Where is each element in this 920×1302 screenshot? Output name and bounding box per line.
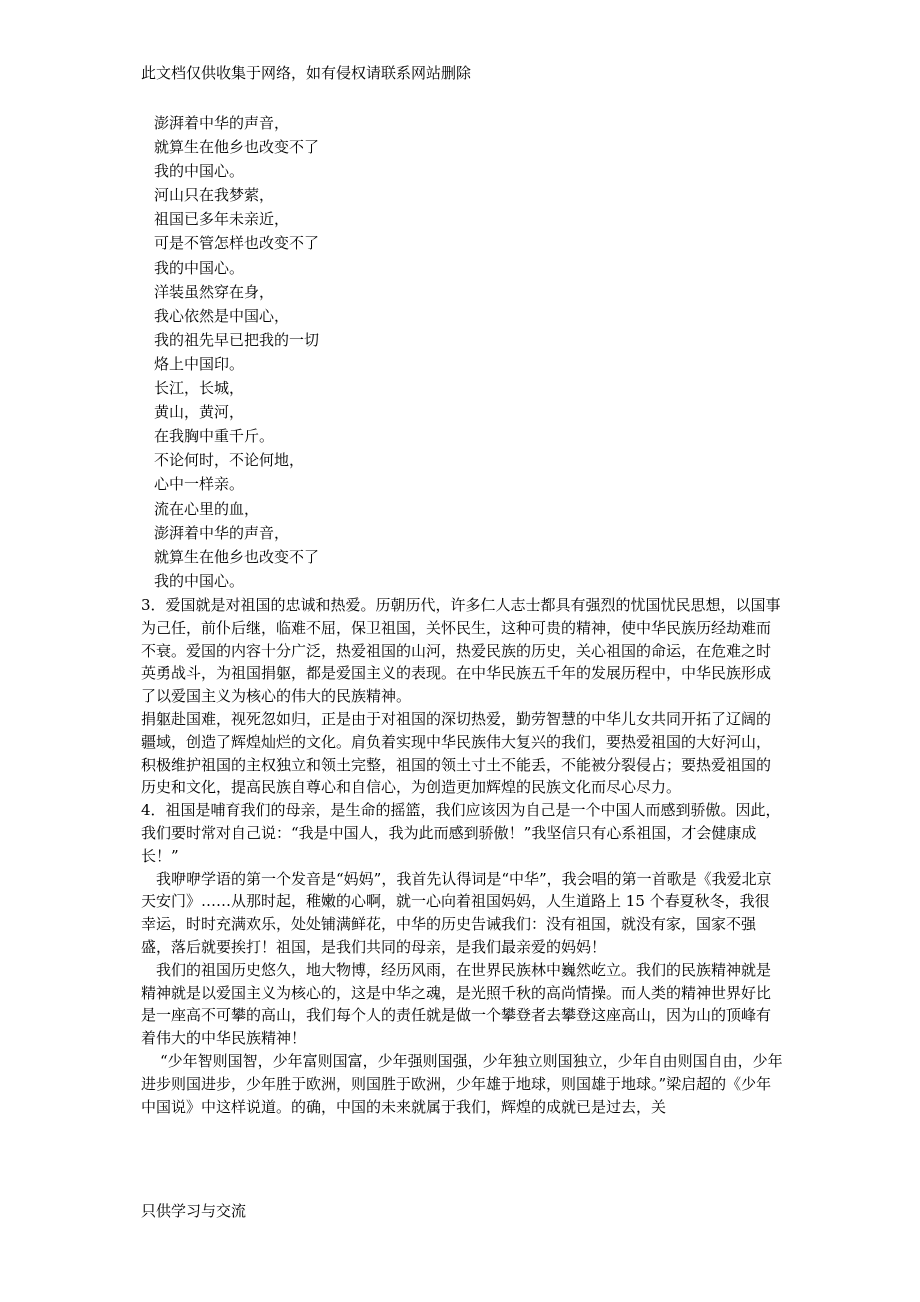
body-text (141, 594, 783, 1118)
poem-line: 澎湃着中华的声音， (154, 523, 290, 542)
page-header: 此文档仅供收集于网络，如有侵权请联系网站删除 (141, 64, 472, 82)
paragraph-first-words: 我咿咿学语的第一个发音是“妈妈”，我首先认得词是“中华”，我会唱的第一首歌是《我爱北京天安门》……从那时起，稚嫩的心啊，就一心向着祖国妈妈，人生道路上 15 个春夏秋冬，我很幸运，时时充满欢乐，处处铺满鲜花，中华的历史告诫我们：没有祖国，就没有家，国家不强盛，落后就要挨打！祖国，是我们共同的母亲，是我们最亲爱的妈妈！ (141, 869, 772, 956)
paragraph-3: 3．爱国就是对祖国的忠诚和热爱。历朝历代，许多仁人志士都具有强烈的忧国忧民思想，以国事为己任，前仆后继，临难不屈，保卫祖国，关怀民生，这种可贵的精神，使中华民族历经劫难而不衰。爱国的内容十分广泛，热爱祖国的山河，热爱民族的历史，关心祖国的命运，在危难之时英勇战斗，为祖国捐躯，都是爱国主义的表现。在中华民族五千年的发展历程中，中华民族形成了以爱国主义为核心的伟大的民族精神。 (141, 596, 781, 706)
poem-line: 我心依然是中国心， (154, 306, 290, 325)
poem-line: 就算生在他乡也改变不了 (154, 138, 320, 157)
poem-line: 就算生在他乡也改变不了 (154, 547, 320, 566)
poem-line: 不论何时，不论何地， (154, 451, 305, 470)
poem-line: 长江，长城， (154, 379, 245, 398)
poem-line: 心中一样亲。 (154, 475, 245, 494)
poem-line: 烙上中国印。 (154, 354, 245, 373)
paragraph-young-china: “少年智则国智，少年富则国富，少年强则国强，少年独立则国独立，少年自由则国自由，少年进步则国进步，少年胜于欧洲，则国胜于欧洲，少年雄于地球，则国雄于地球。”梁启超的《少年中国说》中这样说道。的确，中国的未来就属于我们，辉煌的成就已是过去，关 (141, 1051, 783, 1116)
paragraph-national-spirit: 我们的祖国历史悠久，地大物博，经历风雨，在世界民族林中巍然屹立。我们的民族精神就是精神就是以爱国主义为核心的，这是中华之魂，是光照千秋的高尚情操。而人类的精神世界好比是一座高不可攀的高山，我们每个人的责任就是做一个攀登者去攀登这座高山，因为山的顶峰有着伟大的中华民族精神！ (141, 960, 772, 1048)
poem-line: 洋装虽然穿在身， (154, 282, 275, 301)
poem-line: 在我胸中重千斤。 (154, 427, 275, 446)
poem-line: 河山只在我梦萦， (154, 186, 275, 205)
poem-line: 我的中国心。 (154, 571, 245, 590)
poem-line: 黄山，黄河， (154, 403, 245, 422)
poem-line: 我的祖先早已把我的一切 (154, 330, 320, 349)
poem-line: 祖国已多年未亲近， (154, 210, 290, 229)
poem-line: 我的中国心。 (154, 258, 245, 277)
poem-line: 可是不管怎样也改变不了 (154, 234, 320, 253)
poem-line: 流在心里的血， (154, 499, 260, 518)
poem-block (154, 111, 319, 593)
paragraph-4: 4．祖国是哺育我们的母亲，是生命的摇篮，我们应该因为自己是一个中国人而感到骄傲。因此，我们要时常对自己说：“我是中国人，我为此而感到骄傲！”我坚信只有心系祖国，才会健康成长！” (141, 801, 781, 865)
poem-line: 我的中国心。 (154, 162, 245, 181)
paragraph-sacrifice: 捐躯赴国难，视死忽如归，正是由于对祖国的深切热爱，勤劳智慧的中华儿女共同开拓了辽阔的疆域，创造了辉煌灿烂的文化。肩负着实现中华民族伟大复兴的我们，要热爱祖国的大好河山，积极维护祖国的主权独立和领土完整，祖国的领土寸土不能丢，不能被分裂侵占；要热爱祖国的历史和文化，提高民族自尊心和自信心，为创造更加辉煌的民族文化而尽心尽力。 (141, 709, 772, 797)
page-footer: 只供学习与交流 (141, 1202, 247, 1220)
poem-line: 澎湃着中华的声音， (154, 114, 290, 132)
